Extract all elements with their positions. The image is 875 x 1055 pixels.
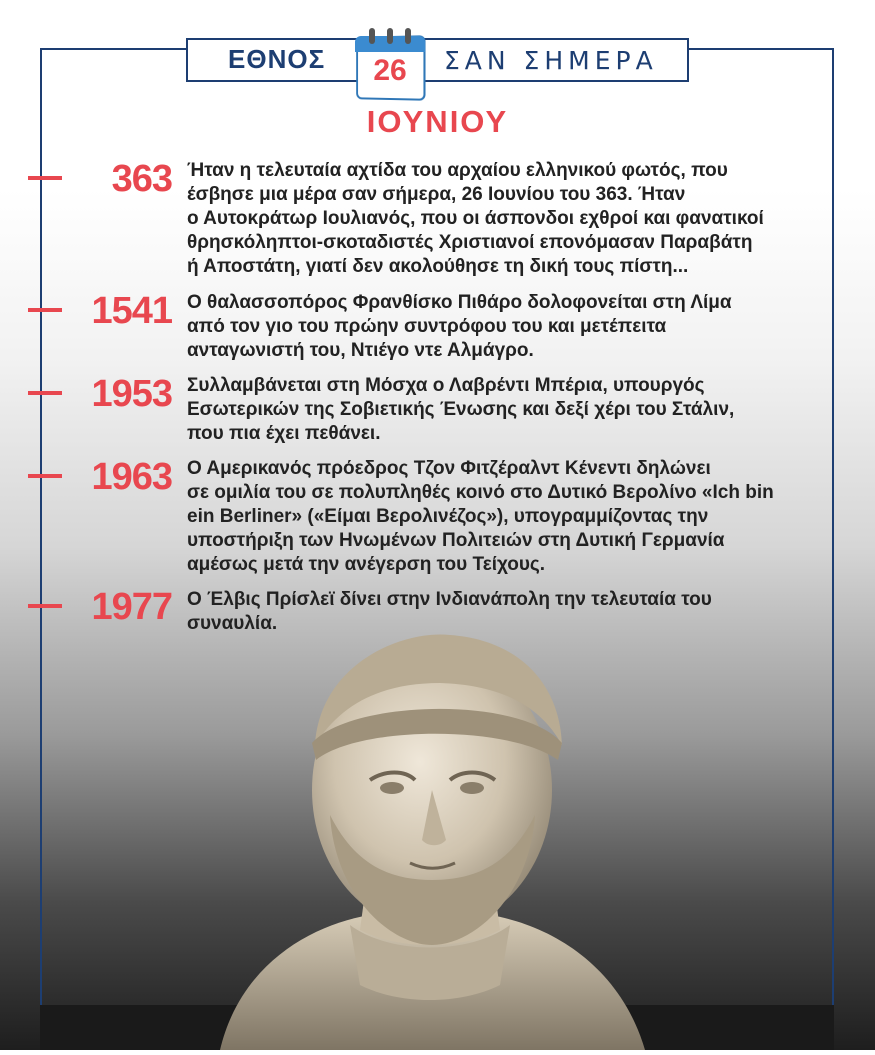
event-year: 1541 bbox=[91, 290, 172, 332]
event-dash bbox=[28, 308, 62, 312]
event-line: Ο Έλβις Πρίσλεϊ δίνει στην Ινδιανάπολη την τελευταία του bbox=[187, 589, 712, 610]
event-text bbox=[187, 159, 817, 279]
event-year: 1963 bbox=[91, 456, 172, 498]
bust-illustration bbox=[200, 625, 660, 1050]
event-year: 1953 bbox=[91, 373, 172, 415]
event-text bbox=[187, 457, 817, 577]
event-line: έσβησε μια μέρα σαν σήμερα, 26 Ιουνίου του 363. Ήταν bbox=[187, 184, 686, 205]
event-dash bbox=[28, 604, 62, 608]
event-line: Συλλαμβάνεται στη Μόσχα ο Λαβρέντι Μπέρια, υπουργός bbox=[187, 375, 705, 396]
calendar-ring bbox=[387, 28, 393, 44]
header-tagline: ΣΑΝ ΣΗΜΕΡΑ bbox=[444, 46, 658, 75]
event-line: θρησκόληπτοι-σκοταδιστές Χριστιανοί επονόμασαν Παραβάτη bbox=[187, 232, 753, 253]
event-line: που πια έχει πεθάνει. bbox=[187, 423, 381, 444]
calendar-day: 26 bbox=[373, 54, 407, 87]
month-title: ΙΟΥΝΙΟΥ bbox=[366, 104, 509, 139]
event-line: Ο θαλασσοπόρος Φρανθίσκο Πιθάρο δολοφονείται στη Λίμα bbox=[187, 292, 732, 313]
event-dash bbox=[28, 391, 62, 395]
marble-bust-image bbox=[200, 625, 660, 1050]
event-line: ανταγωνιστή του, Ντιέγο ντε Αλμάγρο. bbox=[187, 340, 534, 361]
event-line: από τον γιο του πρώην συντρόφου του και μετέπειτα bbox=[187, 316, 667, 337]
event-line: Εσωτερικών της Σοβιετικής Ένωσης και δεξί χέρι του Στάλιν, bbox=[187, 399, 735, 420]
event-year: 1977 bbox=[91, 586, 172, 628]
event-line: ο Αυτοκράτωρ Ιουλιανός, που οι άσπονδοι εχθροί και φανατικοί bbox=[187, 208, 764, 229]
event-line: υποστήριξη των Ηνωμένων Πολιτειών στη Δυτική Γερμανία bbox=[187, 530, 725, 551]
event-line: αμέσως μετά την ανέγερση του Τείχους. bbox=[187, 554, 546, 575]
event-text bbox=[187, 291, 817, 363]
event-text bbox=[187, 374, 817, 446]
event-line: ή Αποστάτη, γιατί δεν ακολούθησε τη δική τους πίστη... bbox=[187, 256, 689, 277]
calendar-icon bbox=[355, 28, 425, 100]
event-line: Ήταν η τελευταία αχτίδα του αρχαίου ελληνικού φωτός, που bbox=[187, 160, 728, 181]
event-line: συναυλία. bbox=[187, 613, 278, 634]
calendar-ring bbox=[369, 28, 375, 44]
event-line: σε ομιλία του σε πολυπληθές κοινό στο Δυτικό Βερολίνο «Ich bin bbox=[187, 482, 774, 503]
event-dash bbox=[28, 176, 62, 180]
calendar-ring bbox=[405, 28, 411, 44]
brand-logo: ΕΘΝΟΣ bbox=[228, 44, 326, 74]
event-year: 363 bbox=[111, 158, 172, 200]
event-line: Ο Αμερικανός πρόεδρος Τζον Φιτζέραλντ Κένεντι δηλώνει bbox=[187, 458, 711, 479]
event-line: ein Berliner» («Είμαι Βερολινέζος»), υπογραμμίζοντας την bbox=[187, 506, 709, 527]
event-dash bbox=[28, 474, 62, 478]
